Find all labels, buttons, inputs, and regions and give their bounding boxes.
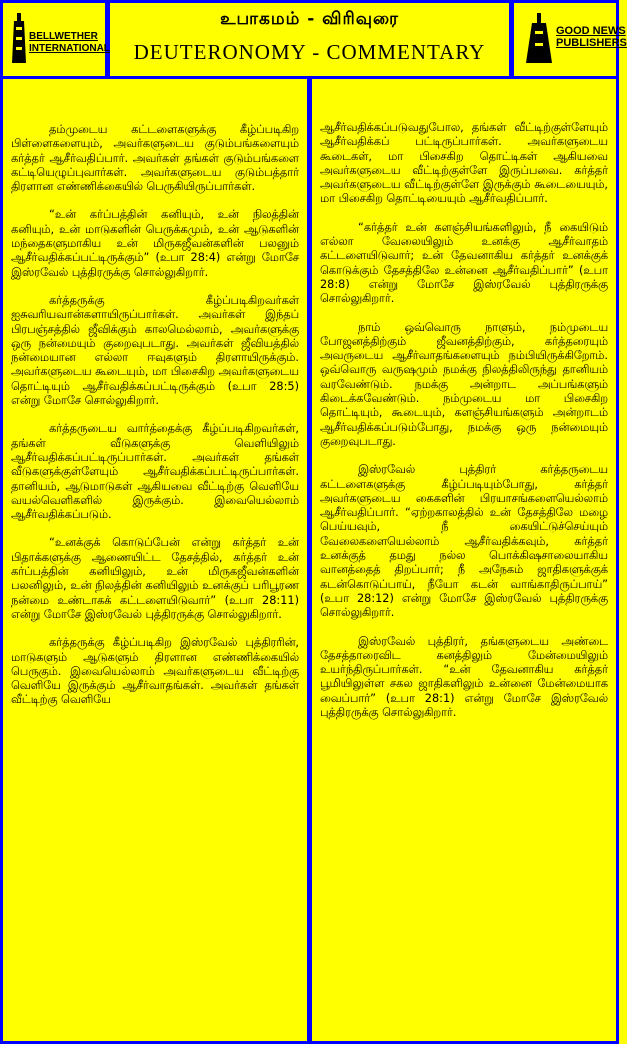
- tamil-title: உபாகமம் - விரிவுரை: [220, 9, 399, 29]
- good-news-brand-text: [556, 25, 627, 49]
- english-title: DEUTERONOMY - COMMENTARY: [133, 40, 486, 64]
- paragraph: இஸ்ரவேல் புத்திரர், தங்களுடைய அண்டை தேசத்தாரைவிட கனத்திலும் மேன்மையிலும் உயர்ந்திருப்பார்கள். “உன் தேவனாகிய கர்த்தர் பூமியிலுள்ள சகல ஜாதிகளிலும் உன்னை மேன்மையாக வைப்பார்” (உபா 28:1) என்று மோசே இஸ்ரவேல் புத்திரருக்கு சொல்லுகிறார்.: [320, 634, 608, 719]
- right-column: [312, 79, 616, 1041]
- logo-text-line1: BELLWETHER: [29, 31, 98, 42]
- paragraph: கர்த்தருக்கு கீழ்ப்படிகிற இஸ்ரவேல் புத்திரரின், மாடுகளும் ஆடுகளும் திரளான எண்ணிக்கையில் பெருகும். இவையெல்லாம் அவர்களுடைய வீட்டிற்கு வெளியே இருக்கும் ஆசீர்வாதங்கள். அவர்கள் தங்கள் வீட்டிற்கு வெளியே: [11, 636, 299, 707]
- bellwether-logo: [3, 3, 110, 76]
- tower-icon: [11, 13, 27, 63]
- header-title-box: [110, 3, 509, 76]
- logo-text-line2: INTERNATIONAL: [29, 43, 110, 54]
- paragraph: “உன் கர்ப்பத்தின் கனியும், உன் நிலத்தின் கனியும், உன் மாடுகளின் பெருக்கமும், உன் ஆடுகளின் மந்தைகளுமாகிய உன் மிருகஜீவன்களின் பலனும் ஆசீர்வதிக்கப்பட்டிருக்கும்” (உபா 28:4) என்று மோசே இஸ்ரவேல் புத்திரருக்கு சொல்லுகிறார்.: [11, 208, 299, 279]
- left-column: [3, 79, 307, 1041]
- paragraph: ஆசீர்வதிக்கப்படுவதுபோல, தங்கள் வீட்டிற்குள்ளேயும் ஆசீர்வதிக்கப் பட்டிருப்பார்கள். அவர்களுடைய கூடைகள், மா பிசைகிற தொட்டிகள் ஆகியவை அவர்களுடைய வீட்டிற்குள்ளே இருப்பவை. கர்த்தர் அவர்களுடைய வீட்டிற்குள்ளே இருக்கும் கூடையையும், மா பிசைகிற தொட்டியையும் ஆசீர்வதிப்பார்.: [320, 121, 608, 206]
- paragraph: இஸ்ரவேல் புத்திரர் கர்த்தருடைய கட்டளைகளுக்கு கீழ்ப்படியும்போது, கர்த்தர் அவர்களுடைய கைகளின் பிரயாசங்களையெல்லாம் ஆசீர்வதிப்பார். “ஏற்றகாலத்தில் உன் தேசத்திலே மழை பெய்யவும், நீ கையிட்டுச்செய்யும் வேலைகளையெல்லாம் ஆசீர்வதிக்கவும், கர்த்தர் உனக்குத் தமது நல்ல பொக்கிஷசாலையாகிய வானத்தைத் திறப்பார்; நீ அநேகம் ஜாதிகளுக்குக் கடன்கொடுப்பாய், நீயோ கடன் வாங்காதிருப்பாய்” (உபா 28:12) என்று மோசே இஸ்ரவேல் புத்திரருக்கு சொல்லுகிறார்.: [320, 463, 608, 620]
- paragraph: “கர்த்தர் உன் களஞ்சியங்களிலும், நீ கையிடும் எல்லா வேலையிலும் உனக்கு ஆசீர்வாதம் கட்டளையிடுவார்; உன் தேவனாகிய கர்த்தர் உனக்குக் கொடுக்கும் தேசத்திலே உன்னை ஆசீர்வதிப்பார்” (உபா 28:8) என்று மோசே இஸ்ரவேல் புத்திரருக்கு சொல்லுகிறார்.: [320, 220, 608, 306]
- bellwether-brand-text: [29, 31, 110, 55]
- tower-icon: [524, 13, 554, 63]
- paragraph: “உனக்குக் கொடுப்பேன் என்று கர்த்தர் உன் பிதாக்களுக்கு ஆணையிட்ட தேசத்தில், கர்த்தர் உன் கர்ப்பத்தின் கனியிலும், உன் மிருகஜீவன்களின் பலனிலும், உன் நிலத்தின் கனியிலும் உனக்குப் பரிபூரண நன்மை உண்டாகக் கட்டளையிடுவார்” (உபா 28:11) என்று மோசே இஸ்ரவேல் புத்திரருக்கு சொல்லுகிறார்.: [11, 536, 299, 621]
- logo-text-line1: GOOD NEWS: [556, 25, 626, 37]
- paragraph: தம்முடைய கட்டளைகளுக்கு கீழ்ப்படிகிற பிள்ளைகளையும், அவர்களுடைய குடும்பங்களையும் கர்த்தர் ஆசீர்வதிப்பார். அவர்கள் தங்கள் குடும்பங்களை கட்டியெழுப்புவார்கள். அவர்களுடைய குடும்பத்தார் திரளான எண்ணிக்கையில் பெருகியிருப்பார்கள்.: [11, 123, 299, 194]
- paragraph: கர்த்தருக்கு கீழ்ப்படிகிறவர்கள் ஐசுவரியவான்களாயிருப்பார்கள். அவர்கள் இந்தப் பிரபஞ்சத்தில் ஜீவிக்கும் காலமெல்லாம், அவர்களுக்கு ஒரு நன்மையும் குறைவுபடாது. அவர்கள் ஜீவியத்தில் நன்மையான எல்லா ஈவுகளும் திரளாயிருக்கும். அவர்களுடைய கூடையும், மா பிசைகிற அவர்களுடைய தொட்டியும் ஆசீர்வதிக்கப்பட்டிருக்கும் (உபா 28:5) என்று மோசே சொல்லுகிறார்.: [11, 293, 299, 408]
- paragraph: கர்த்தருடைய வார்த்தைக்கு கீழ்ப்படிகிறவர்கள், தங்கள் வீடுகளுக்கு வெளியிலும் ஆசீர்வதிக்கப்பட்டிருப்பார்கள். அவர்கள் தங்கள் வீடுகளுக்குள்ளேயும் ஆசீர்வதிக்கப்பட்டிருப்பார்கள். தானியம், ஆடுமாடுகள் ஆகியவை வீட்டிற்கு வெளியே வயல்வெளிகளில் இருக்கும். இவையெல்லாம் ஆசீர்வதிக்கப்படும்.: [11, 422, 299, 522]
- good-news-logo: [514, 3, 627, 76]
- paragraph: நாம் ஒவ்வொரு நாளும், நம்முடைய போஜனத்திற்கும் ஜீவனத்திற்கும், கர்த்தரையும் அவருடைய ஆசீர்வாதங்களையும் நம்பியிருக்கிறோம். ஒவ்வொரு வருஷமும் நமக்கு நிலத்திலிருந்து தானியம் வரவேண்டும். நமக்கு அன்றாட அப்பங்களும் கிடைக்கவேண்டும். நம்முடைய மா பிசைகிற தொட்டியும், கூடையும், களஞ்சியங்களும் அன்றாடம் ஆசீர்வதிக்கப்படும்போது, நமக்கு ஒரு நன்மையும் குறைவுபடாது.: [320, 320, 608, 448]
- logo-text-line2: PUBLISHERS: [556, 37, 627, 49]
